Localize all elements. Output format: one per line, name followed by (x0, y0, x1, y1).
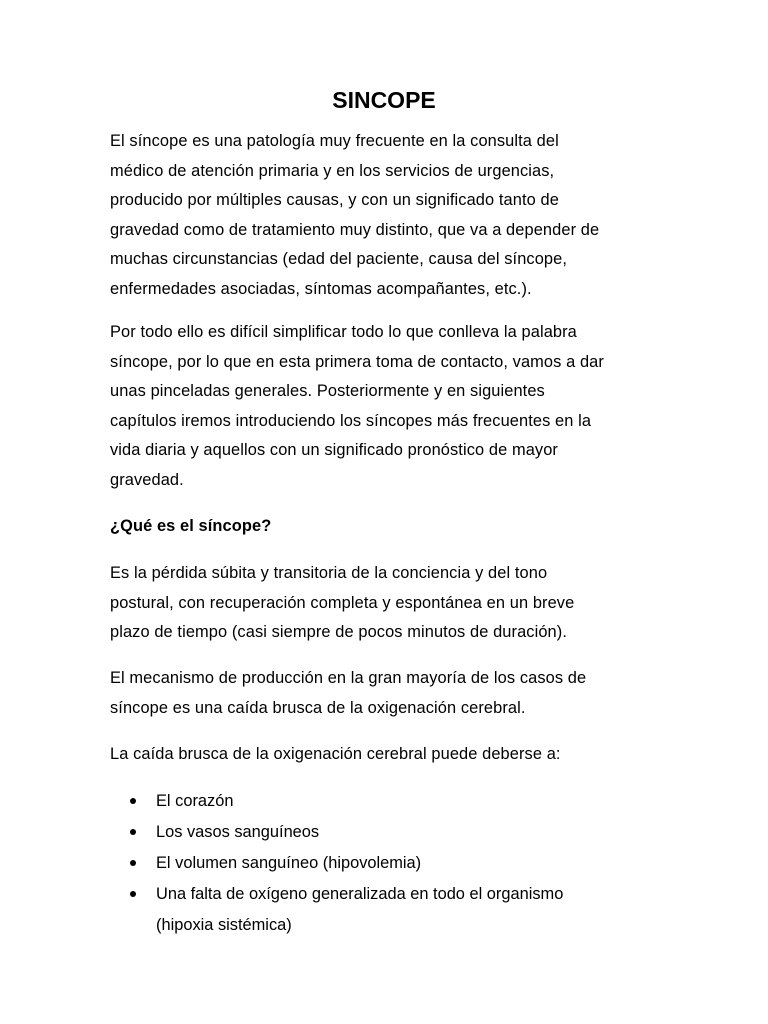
text-line: gravedad como de tratamiento muy distinto, que va a depender de (110, 220, 600, 239)
text-line: Por todo ello es difícil simplificar todo lo que conlleva la palabra (110, 323, 577, 341)
list-item-text: El corazón (156, 792, 234, 810)
text-line: plazo de tiempo (casi siempre de pocos minutos de duración). (110, 623, 567, 642)
list-item (110, 879, 670, 941)
bullet-icon (130, 860, 136, 866)
text-line: síncope, por lo que en esta primera toma de contacto, vamos a dar (110, 352, 604, 371)
list-item (110, 848, 670, 879)
section-heading (110, 512, 670, 542)
text-line: muchas circunstancias (edad del paciente, causa del síncope, (110, 250, 568, 269)
text-line: vida diaria y aquellos con un significado pronóstico de mayor (110, 441, 558, 460)
text-line: capítulos iremos introduciendo los síncopes más frecuentes en la (110, 411, 592, 430)
paragraph-context (110, 318, 670, 496)
bullet-icon (130, 829, 136, 835)
text-line: enfermedades asociadas, síntomas acompañantes, etc.). (110, 279, 532, 298)
page-title: SINCOPE (332, 87, 436, 113)
text-line: gravedad. (110, 470, 184, 489)
list-item (110, 817, 670, 848)
paragraph-definition (110, 559, 670, 648)
list-item-text: Una falta de oxígeno generalizada en todo el organismo (156, 885, 564, 903)
paragraph-causes-intro (110, 740, 670, 770)
text-line: síncope es una caída brusca de la oxigenación cerebral. (110, 698, 526, 717)
paragraph-intro (110, 127, 670, 305)
text-line: El mecanismo de producción en la gran mayoría de los casos de (110, 669, 587, 687)
bullet-icon (130, 891, 136, 897)
text-line: La caída brusca de la oxigenación cerebral puede deberse a: (110, 745, 561, 763)
text-line: El síncope es una patología muy frecuente en la consulta del (110, 132, 559, 150)
bullet-icon (130, 798, 136, 804)
paragraph-mechanism (110, 664, 670, 723)
heading-text: ¿Qué es el síncope? (110, 517, 272, 535)
text-line: médico de atención primaria y en los servicios de urgencias, (110, 161, 555, 180)
causes-list (110, 786, 670, 941)
list-item-text: Los vasos sanguíneos (156, 823, 320, 841)
list-item-text: El volumen sanguíneo (hipovolemia) (156, 854, 422, 872)
text-line: unas pinceladas generales. Posteriormente y en siguientes (110, 382, 545, 401)
text-line: Es la pérdida súbita y transitoria de la conciencia y del tono (110, 564, 548, 582)
text-line: producido por múltiples causas, y con un significado tanto de (110, 191, 559, 210)
text-line: postural, con recuperación completa y espontánea en un breve (110, 593, 575, 612)
list-item (110, 786, 670, 817)
list-item-text: (hipoxia sistémica) (156, 916, 292, 934)
